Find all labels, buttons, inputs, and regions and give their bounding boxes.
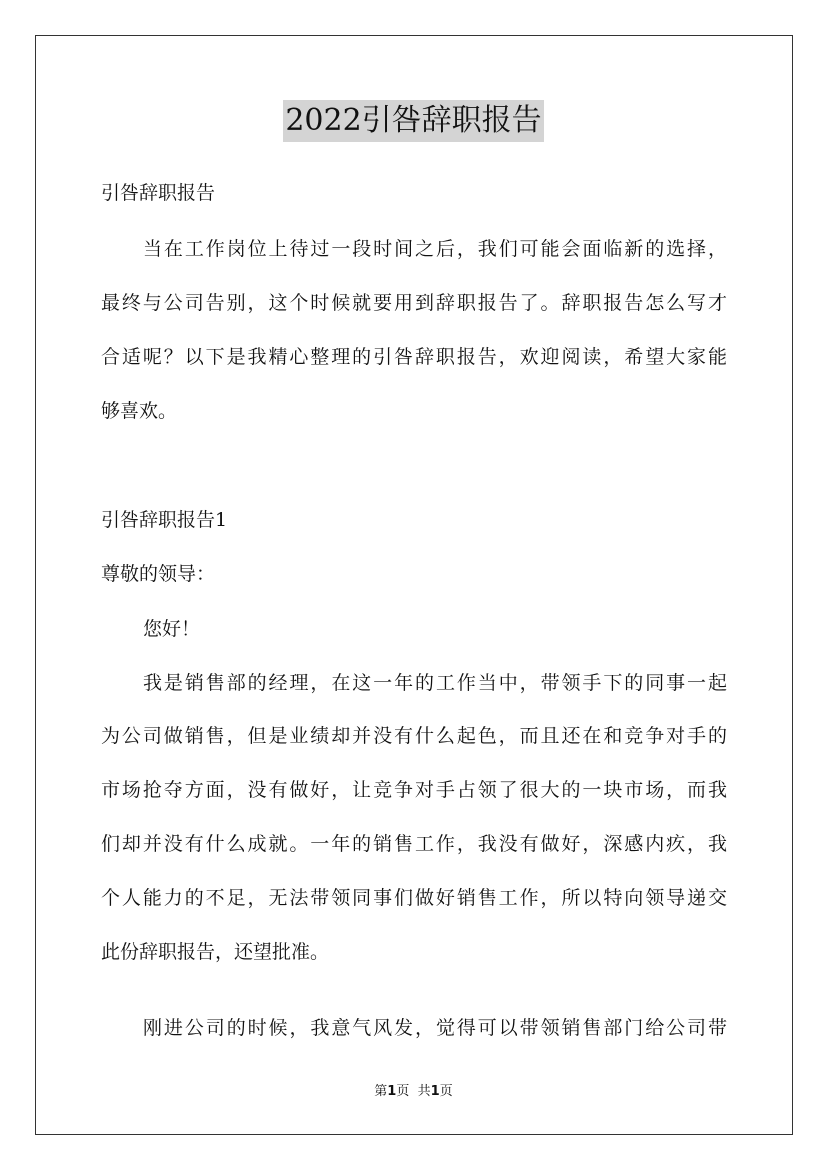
paragraph-line: 合适呢？以下是我精心整理的引咎辞职报告，欢迎阅读，希望大家能: [101, 346, 727, 368]
page-footer: [0, 1083, 827, 1101]
document-title: 2022引咎辞职报告: [283, 100, 543, 142]
section-heading: 引咎辞职报告1: [101, 509, 228, 531]
salutation-line: 尊敬的领导：: [101, 563, 216, 585]
paragraph-line: 个人能力的不足，无法带领同事们做好销售工作，所以特向领导递交: [101, 887, 727, 909]
total-suffix: 页: [439, 1084, 453, 1099]
paragraph-line: 当在工作岗位上待过一段时间之后，我们可能会面临新的选择，: [143, 238, 727, 260]
paragraph-line: 我是销售部的经理，在这一年的工作当中，带领手下的同事一起: [143, 672, 727, 694]
paragraph-line: 刚进公司的时候，我意气风发，觉得可以带领销售部门给公司带: [143, 1017, 727, 1039]
paragraph-line: 们却并没有什么成就。一年的销售工作，我没有做好，深感内疚，我: [101, 833, 727, 855]
page-number: 1: [387, 1084, 397, 1099]
paragraph-line: 为公司做销售，但是业绩却并没有什么起色，而且还在和竞争对手的: [101, 725, 727, 747]
paragraph-line: 最终与公司告别，这个时候就要用到辞职报告了。辞职报告怎么写才: [101, 292, 727, 314]
total-number: 1: [430, 1084, 440, 1099]
paragraph-line: 此份辞职报告，还望批准。: [101, 941, 330, 963]
paragraph-line: 够喜欢。: [101, 400, 178, 422]
title-container: [0, 100, 827, 142]
total-prefix: 共: [417, 1084, 431, 1099]
subtitle-line: 引咎辞职报告: [101, 182, 216, 204]
paragraph-line: 市场抢夺方面，没有做好，让竞争对手占领了很大的一块市场，而我: [101, 779, 727, 801]
page-prefix: 第: [374, 1084, 388, 1099]
page-suffix: 页: [396, 1084, 410, 1099]
greeting-line: 您好！: [143, 618, 201, 640]
